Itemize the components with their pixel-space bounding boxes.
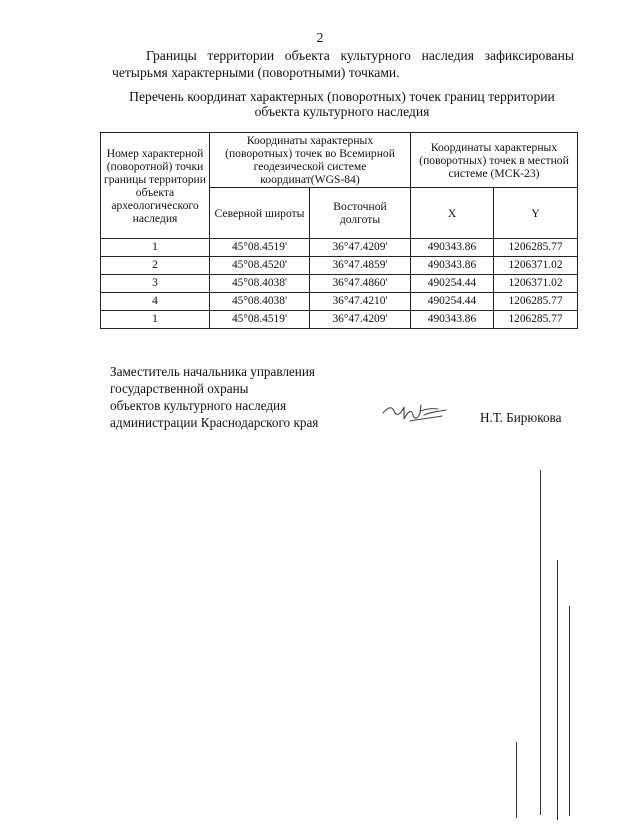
cell-point: 3 <box>101 275 210 293</box>
cell-x: 490343.86 <box>411 239 494 257</box>
header-wgs84: Координаты характерных (поворотных) точек во Всемирной геодезической системе координат(WGS-84) <box>210 133 411 188</box>
signatory-title-line: государственной охраны <box>110 381 249 396</box>
signatory-title-line: объектов культурного наследия <box>110 398 287 413</box>
table-row <box>101 293 578 311</box>
page-number: 2 <box>316 31 324 46</box>
coordinates-table <box>100 132 578 329</box>
cell-point: 1 <box>101 311 210 329</box>
cell-latitude: 45°08.4038' <box>210 293 310 311</box>
table-row <box>101 257 578 275</box>
signatory-title-line: Заместитель начальника управления <box>110 364 315 379</box>
cell-longitude: 36°47.4859' <box>310 257 411 275</box>
header-latitude: Северной широты <box>210 188 310 239</box>
header-point-number: Номер характерной (поворотной) точки границы территории объекта археологического наследия <box>101 133 210 239</box>
cell-x: 490343.86 <box>411 311 494 329</box>
scan-artifact-line <box>557 560 558 820</box>
cell-point: 2 <box>101 257 210 275</box>
cell-latitude: 45°08.4519' <box>210 239 310 257</box>
intro-paragraph: Границы территории объекта культурного наследия зафиксированы четырьмя характерными (поворотными) точками. <box>112 48 574 80</box>
header-y: Y <box>494 188 578 239</box>
cell-x: 490254.44 <box>411 293 494 311</box>
cell-x: 490254.44 <box>411 275 494 293</box>
header-longitude: Восточной долготы <box>310 188 411 239</box>
signer-name: Н.Т. Бирюкова <box>480 410 562 425</box>
cell-longitude: 36°47.4210' <box>310 293 411 311</box>
cell-latitude: 45°08.4038' <box>210 275 310 293</box>
table-row <box>101 239 578 257</box>
cell-point: 4 <box>101 293 210 311</box>
cell-latitude: 45°08.4519' <box>210 311 310 329</box>
cell-point: 1 <box>101 239 210 257</box>
table-row <box>101 275 578 293</box>
header-x: X <box>411 188 494 239</box>
cell-longitude: 36°47.4860' <box>310 275 411 293</box>
cell-longitude: 36°47.4209' <box>310 239 411 257</box>
cell-y: 1206285.77 <box>494 293 578 311</box>
cell-x: 490343.86 <box>411 257 494 275</box>
cell-y: 1206371.02 <box>494 257 578 275</box>
coordinates-list-title: Перечень координат характерных (поворотных) точек границ территории объекта культурного наследия <box>129 89 555 119</box>
table-row <box>101 311 578 329</box>
scan-artifact-line <box>569 606 570 816</box>
handwritten-signature <box>380 397 452 427</box>
signatory-title <box>110 363 340 431</box>
scan-artifact-line <box>540 470 541 815</box>
cell-longitude: 36°47.4209' <box>310 311 411 329</box>
signatory-title-line: администрации Краснодарского края <box>110 415 319 430</box>
scan-artifact-line <box>516 742 517 818</box>
cell-latitude: 45°08.4520' <box>210 257 310 275</box>
cell-y: 1206285.77 <box>494 239 578 257</box>
cell-y: 1206285.77 <box>494 311 578 329</box>
cell-y: 1206371.02 <box>494 275 578 293</box>
header-msk23: Координаты характерных (поворотных) точек в местной системе (МСК-23) <box>411 133 578 188</box>
